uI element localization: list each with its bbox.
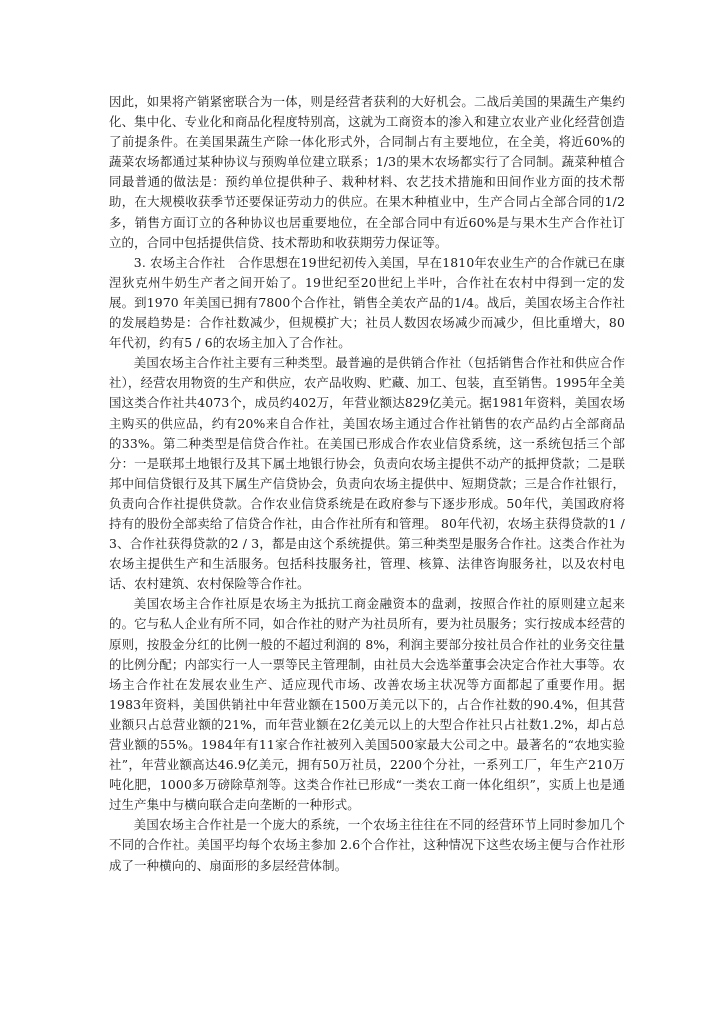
paragraph-fruit-vegetable-contracts: 因此，如果将产销紧密联合为一体，则是经营者获利的大好机会。二战后美国的果蔬生产集约化、集中化、专业化和商品化程度特别高，这就为工商资本的渗入和建立农业产业化经营创造了前提条件。在美国果蔬生产除一体化形式外，合同制占有主要地位，在全美，将近60%的蔬菜农场都通过某种协议与预购单位建立联系；1/3的果木农场都实行了合同制。蔬菜种植合同最普通的做法是：预约单位提供种子、栽种材料、农艺技术措施和田间作业方面的技术帮助，在大规模收获季节还要保证劳动力的供应。在果木种植业中，生产合同占全部合同的1/2多，销售方面订立的各种协议也居重要地位，在全部合同中有近60%是与果木生产合作社订立的，合同中包括提供信贷、技术帮助和收获期劳力保证等。: [109, 94, 625, 250]
body-text: [109, 92, 625, 876]
paragraph-cooperative-types: 美国农场主合作社主要有三种类型。最普遍的是供销合作社（包括销售合作社和供应合作社），经营农用物资的生产和供应，农产品收购、贮藏、加工、包装，直至销售。1995年全美国这类合作社共4073个，成员约402万，年营业额达829亿美元。据1981年资料，美国农场主购买的供应品，约有20%来自合作社，美国农场主通过合作社销售的农产品约占全部商品的33%。第二种类型是信贷合作社。在美国已形成合作农业信贷系统，这一系统包括三个部分：一是联邦土地银行及其下属土地银行协会，负责向农场主提供不动产的抵押贷款；二是联邦中间信贷银行及其下属生产信贷协会，负责向农场主提供中、短期贷款；三是合作社银行，负责向合作社提供贷款。合作农业信贷系统是在政府参与下逐步形成。50年代，美国政府将持有的股份全部卖给了信贷合作社，由合作社所有和管理。 80年代初，农场主获得贷款的1 / 3、合作社获得贷款的2 / 3，都是由这个系统提供。第三种类型是服务合作社。这类合作社为农场主提供生产和生活服务。包括科技服务社，管理、核算、法律咨询服务社，以及农村电话、农村建筑、农村保险等合作社。: [109, 355, 625, 592]
paragraph-cooperative-system: 美国农场主合作社是一个庞大的系统，一个农场主往往在不同的经营环节上同时参加几个不同的合作社。美国平均每个农场主参加 2.6个合作社，这种情况下这些农场主便与合作社形成了一种横向的、扇面形的多层经营体制。: [109, 817, 625, 873]
paragraph-cooperative-principles: 美国农场主合作社原是农场主为抵抗工商金融资本的盘剥，按照合作社的原则建立起来的。它与私人企业有所不同，如合作社的财产为社员所有，要为社员服务；实行按成本经营的原则，按股金分红的比例一般的不超过利润的 8%，利润主要部分按社员合作社的业务交往量的比例分配；内部实行一人一票等民主管理制，由社员大会选举董事会决定合作社大事等。农场主合作社在发展农业生产、适应现代市场、改善农场主状况等方面都起了重要作用。据1983年资料，美国供销社中年营业额在1500万美元以下的，占合作社数的90.4%，但其营业额只占总营业额的21%，而年营业额在2亿美元以上的大型合作社只占社数1.2%，却占总营业额的55%。1984年有11家合作社被列入美国500家最大公司之中。最著名的“农地实验社”，年营业额高达46.9亿美元，拥有50万社员，2200个分社，一系列工厂，年生产210万吨化肥，1000多万磅除草剂等。这类合作社已形成“一类农工商一体化组织”，实质上也是通过生产集中与横向联合走向垄断的一种形式。: [109, 596, 625, 813]
paragraph-farmer-cooperatives-history: 3. 农场主合作社 合作思想在19世纪初传入美国，早在1810年农业生产的合作就已在康涅狄克州牛奶生产者之间开始了。19世纪至20世纪上半叶，合作社在农村中得到一定的发展。到1970 年美国已拥有7800个合作社，销售全美农产品的1/4。战后，美国农场主合作社的发展趋势是：合作社数减少，但规模扩大；社员人数因农场减少而减少，但比重增大，80年代初，约有5 / 6的农场主加入了合作社。: [109, 254, 625, 351]
